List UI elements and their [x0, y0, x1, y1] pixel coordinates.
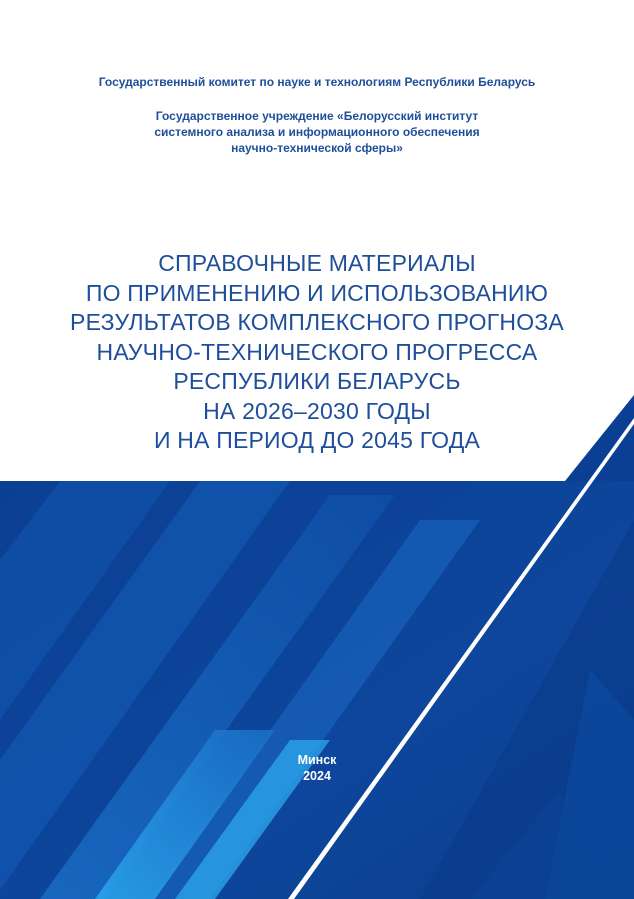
- imprint: [0, 752, 634, 784]
- institute-line: системного анализа и информационного обеспечения: [154, 125, 480, 139]
- title-line: СПРАВОЧНЫЕ МАТЕРИАЛЫ: [158, 250, 476, 276]
- title-line: РЕЗУЛЬТАТОВ КОМПЛЕКСНОГО ПРОГНОЗА: [70, 309, 564, 335]
- imprint-year: 2024: [303, 769, 331, 783]
- institute-name: [0, 108, 634, 156]
- title-line: НАУЧНО-ТЕХНИЧЕСКОГО ПРОГРЕССА: [96, 338, 538, 365]
- title-line: ПО ПРИМЕНЕНИЮ И ИСПОЛЬЗОВАНИЮ: [85, 279, 549, 306]
- document-title: [0, 249, 634, 456]
- title-line: РЕСПУБЛИКИ БЕЛАРУСЬ: [173, 368, 461, 394]
- committee-name: Государственный комитет по науке и технологиям Республики Беларусь: [98, 75, 536, 89]
- title-line: НА 2026–2030 ГОДЫ: [203, 397, 431, 424]
- title-line: И НА ПЕРИОД ДО 2045 ГОДА: [153, 427, 481, 453]
- imprint-city: Минск: [297, 753, 337, 767]
- institute-line: Государственное учреждение «Белорусский институт: [155, 109, 479, 123]
- institute-line: научно-технической сферы»: [231, 141, 403, 155]
